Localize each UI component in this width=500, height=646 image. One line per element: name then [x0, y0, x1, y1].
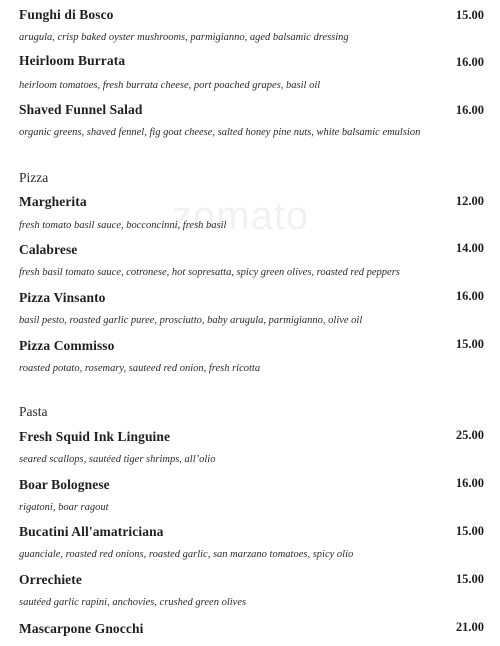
menu-item-description: arugula, crisp baked oyster mushrooms, parmigianno, aged balsamic dressing	[19, 32, 349, 43]
menu-item-price: 16.00	[455, 476, 484, 490]
menu-item-title: Shaved Funnel Salad	[19, 102, 143, 117]
menu-item-description: fresh basil tomato sauce, cotronese, hot sopresatta, spicy green olives, roasted red peppers	[19, 267, 400, 278]
menu-item-description: seared scallops, sautéed tiger shrimps, all’olio	[19, 454, 216, 465]
menu-item-description: guanciale, roasted red onions, roasted garlic, san marzano tomatoes, spicy olio	[19, 549, 354, 560]
menu-item-title: Funghi di Bosco	[19, 7, 114, 22]
menu-item-title: Calabrese	[19, 242, 78, 257]
menu-item-price: 15.00	[455, 337, 484, 351]
watermark: zomato	[172, 194, 310, 238]
menu-item-price: 21.00	[455, 620, 484, 634]
menu-item-price: 16.00	[455, 103, 484, 117]
menu-item-title: Margherita	[19, 194, 87, 209]
menu-item-title: Boar Bolognese	[19, 477, 110, 492]
menu-item-description: heirloom tomatoes, fresh burrata cheese, port poached grapes, basil oil	[19, 80, 321, 91]
menu-item-price: 15.00	[455, 572, 484, 586]
menu-item-title: Bucatini All'amatriciana	[19, 524, 164, 539]
menu-item-title: Pizza Vinsanto	[19, 290, 106, 305]
menu-item-description: roasted potato, rosemary, sauteed red onion, fresh ricotta	[19, 363, 261, 374]
section-header-pasta: Pasta	[19, 404, 48, 419]
menu-item-description: fresh tomato basil sauce, bocconcinni, fresh basil	[19, 220, 227, 231]
menu-item-price: 12.00	[455, 194, 484, 208]
menu-item-title: Fresh Squid Ink Linguine	[19, 429, 171, 444]
menu-item-price: 15.00	[455, 524, 484, 538]
menu-item-title: Heirloom Burrata	[19, 53, 126, 68]
menu-item-description: rigatoni, boar ragout	[19, 502, 109, 513]
menu-item-price: 14.00	[455, 241, 484, 255]
menu-item-title: Orrechiete	[19, 572, 82, 587]
menu-item-description: sautéed garlic rapini, anchovies, crushed green olives	[19, 597, 247, 608]
menu-item-price: 16.00	[455, 289, 484, 303]
menu-item-price: 25.00	[455, 428, 484, 442]
menu-item-title: Pizza Commisso	[19, 338, 115, 353]
menu-item-price: 15.00	[455, 8, 484, 22]
menu-item-title: Mascarpone Gnocchi	[19, 621, 144, 636]
menu-item-description: organic greens, shaved fennel, fig goat cheese, salted honey pine nuts, white balsamic emulsion	[19, 127, 421, 138]
menu-item-price: 16.00	[455, 55, 484, 69]
menu-item-description: basil pesto, roasted garlic puree, prosciutto, baby arugula, parmigianno, olive oil	[19, 315, 363, 326]
section-header-pizza: Pizza	[19, 170, 49, 185]
